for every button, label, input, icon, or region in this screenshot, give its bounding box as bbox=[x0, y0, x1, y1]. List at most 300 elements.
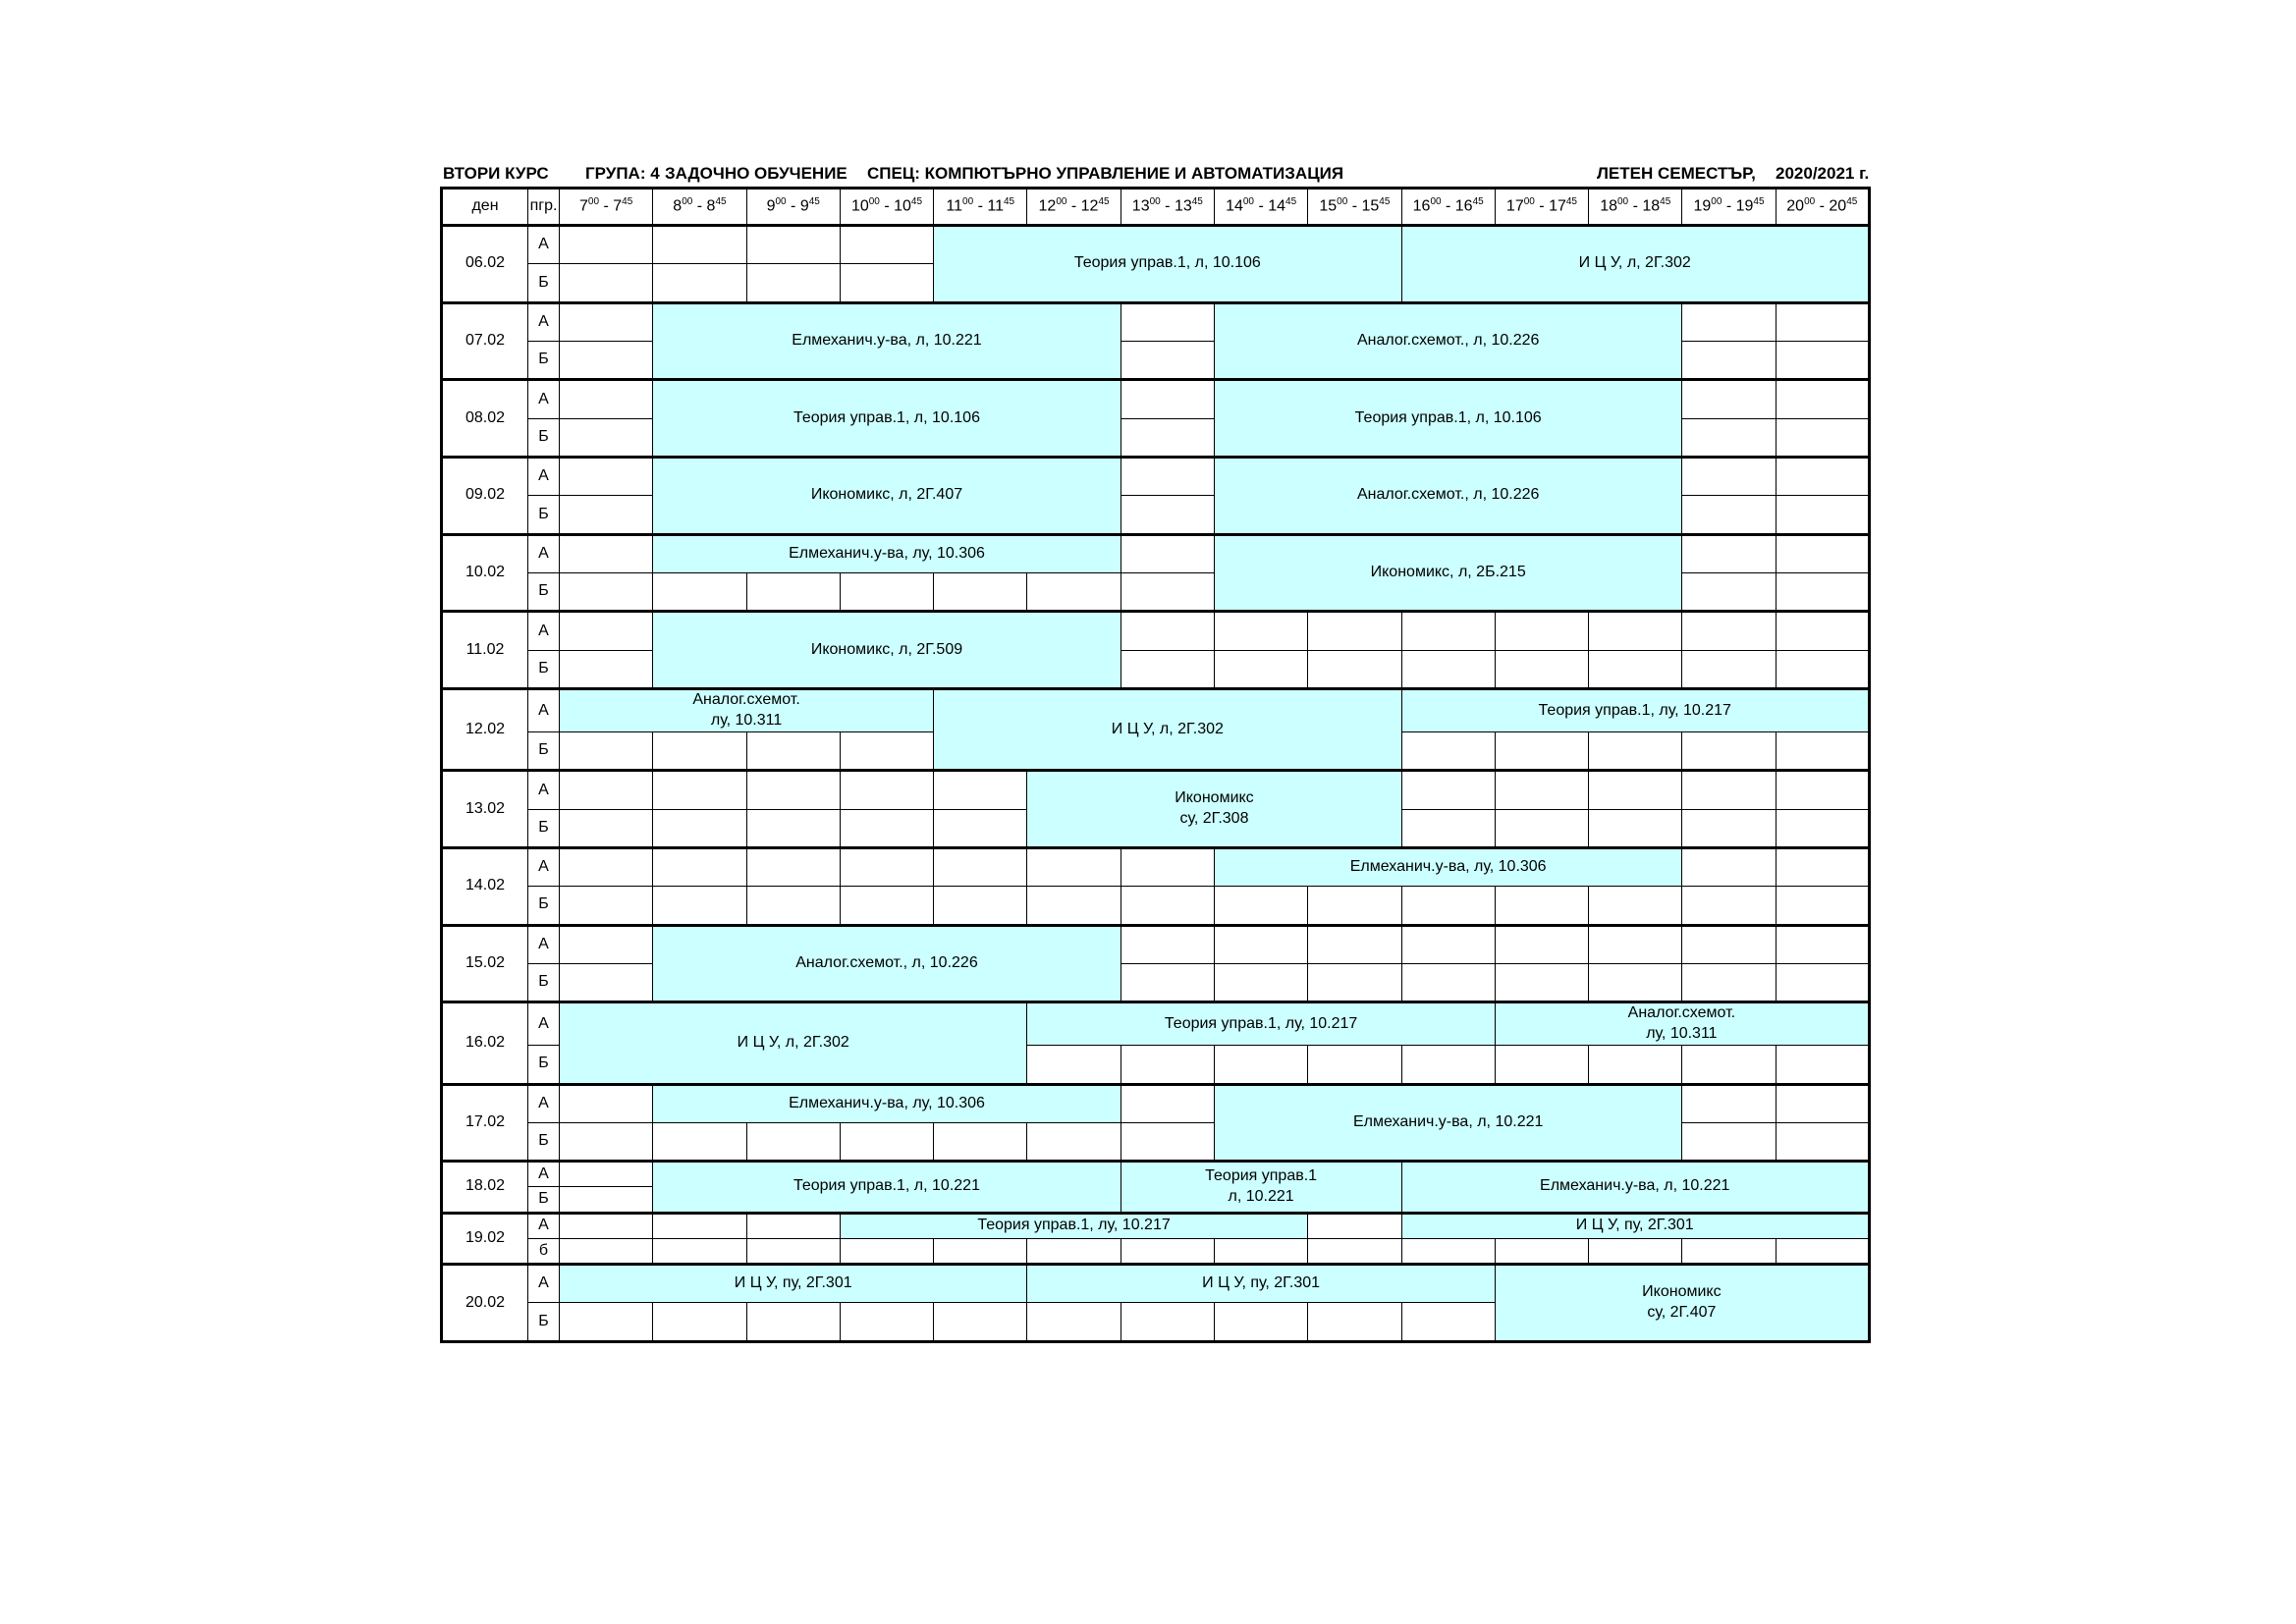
empty-slot bbox=[1308, 650, 1401, 688]
empty-slot bbox=[653, 226, 746, 264]
empty-slot bbox=[1589, 925, 1682, 963]
subgroup-a-label: А bbox=[528, 1084, 560, 1122]
empty-slot bbox=[1495, 731, 1588, 770]
empty-slot bbox=[653, 731, 746, 770]
empty-slot bbox=[1776, 534, 1869, 572]
empty-slot bbox=[1121, 380, 1214, 418]
empty-slot bbox=[1776, 380, 1869, 418]
subgroup-b-label: Б bbox=[528, 572, 560, 611]
empty-slot bbox=[1589, 1238, 1682, 1264]
subgroup-b-label: Б bbox=[528, 496, 560, 534]
day-date: 18.02 bbox=[442, 1162, 528, 1213]
empty-slot bbox=[840, 847, 933, 886]
subgroup-a-label: А bbox=[528, 380, 560, 418]
subgroup-b-label: Б bbox=[528, 418, 560, 457]
class-block: Теория управ.1 л, 10.221 bbox=[1121, 1162, 1401, 1213]
empty-slot bbox=[1776, 963, 1869, 1001]
study-mode-label: ЗАДОЧНО ОБУЧЕНИЕ bbox=[665, 164, 847, 183]
subgroup-b-label: Б bbox=[528, 1187, 560, 1213]
empty-slot bbox=[1776, 1084, 1869, 1122]
empty-slot bbox=[840, 1238, 933, 1264]
empty-slot bbox=[560, 226, 653, 264]
empty-slot bbox=[1589, 963, 1682, 1001]
empty-slot bbox=[1776, 887, 1869, 925]
class-block: Теория управ.1, л, 10.106 bbox=[653, 380, 1121, 458]
empty-slot bbox=[1401, 963, 1495, 1001]
class-block: Икономикс, л, 2Г.407 bbox=[653, 457, 1121, 534]
empty-slot bbox=[1214, 887, 1307, 925]
empty-slot bbox=[560, 341, 653, 379]
course-label: ВТОРИ КУРС bbox=[443, 164, 549, 183]
empty-slot bbox=[1121, 847, 1214, 886]
empty-slot bbox=[1776, 1122, 1869, 1161]
empty-slot bbox=[934, 1122, 1027, 1161]
empty-slot bbox=[1682, 496, 1776, 534]
empty-slot bbox=[1682, 887, 1776, 925]
day-row-a bbox=[442, 1213, 1870, 1238]
empty-slot bbox=[560, 264, 653, 302]
empty-slot bbox=[1401, 612, 1495, 650]
empty-slot bbox=[653, 771, 746, 809]
empty-slot bbox=[1682, 534, 1776, 572]
class-block: Теория управ.1, л, 10.106 bbox=[1214, 380, 1681, 458]
empty-slot bbox=[560, 771, 653, 809]
empty-slot bbox=[560, 1187, 653, 1213]
empty-slot bbox=[653, 809, 746, 847]
empty-slot bbox=[1027, 887, 1121, 925]
time-slot-header: $14^{00} - 14^{45}$ bbox=[1214, 189, 1307, 226]
empty-slot bbox=[1776, 302, 1869, 341]
empty-slot bbox=[1214, 1303, 1307, 1342]
empty-slot bbox=[934, 809, 1027, 847]
day-date: 10.02 bbox=[442, 534, 528, 612]
empty-slot bbox=[1027, 572, 1121, 611]
empty-slot bbox=[1121, 1303, 1214, 1342]
empty-slot bbox=[1121, 925, 1214, 963]
empty-slot bbox=[1682, 650, 1776, 688]
time-slot-header: $16^{00} - 16^{45}$ bbox=[1401, 189, 1495, 226]
empty-slot bbox=[1214, 1046, 1307, 1084]
empty-slot bbox=[653, 1213, 746, 1238]
day-date: 08.02 bbox=[442, 380, 528, 458]
day-date: 12.02 bbox=[442, 688, 528, 770]
day-row-b bbox=[442, 1238, 1870, 1264]
empty-slot bbox=[1776, 809, 1869, 847]
empty-slot bbox=[1682, 380, 1776, 418]
empty-slot bbox=[1214, 650, 1307, 688]
class-block: Елмеханич.у-ва, лу, 10.306 bbox=[653, 1084, 1121, 1122]
empty-slot bbox=[560, 731, 653, 770]
time-slot-header: $11^{00} - 11^{45}$ bbox=[934, 189, 1027, 226]
day-date: 13.02 bbox=[442, 771, 528, 848]
empty-slot bbox=[934, 1303, 1027, 1342]
empty-slot bbox=[1776, 925, 1869, 963]
empty-slot bbox=[934, 572, 1027, 611]
subgroup-a-label: А bbox=[528, 688, 560, 731]
empty-slot bbox=[560, 1122, 653, 1161]
empty-slot bbox=[840, 264, 933, 302]
empty-slot bbox=[1121, 887, 1214, 925]
day-row-a bbox=[442, 1084, 1870, 1122]
empty-slot bbox=[1027, 847, 1121, 886]
empty-slot bbox=[746, 264, 840, 302]
empty-slot bbox=[1682, 771, 1776, 809]
empty-slot bbox=[560, 380, 653, 418]
empty-slot bbox=[1589, 650, 1682, 688]
empty-slot bbox=[560, 809, 653, 847]
empty-slot bbox=[1682, 1046, 1776, 1084]
empty-slot bbox=[653, 572, 746, 611]
empty-slot bbox=[560, 496, 653, 534]
time-slot-header: $10^{00} - 10^{45}$ bbox=[840, 189, 933, 226]
empty-slot bbox=[1121, 650, 1214, 688]
day-date: 11.02 bbox=[442, 612, 528, 689]
class-block: Аналог.схемот. лу, 10.311 bbox=[560, 688, 934, 731]
empty-slot bbox=[653, 1238, 746, 1264]
subgroup-a-label: А bbox=[528, 302, 560, 341]
empty-slot bbox=[746, 1303, 840, 1342]
schedule-table-container bbox=[440, 187, 1868, 1343]
empty-slot bbox=[1308, 1238, 1401, 1264]
class-block: Икономикс су, 2Г.407 bbox=[1495, 1265, 1869, 1342]
empty-slot bbox=[746, 572, 840, 611]
empty-slot bbox=[1495, 887, 1588, 925]
semester-label: ЛЕТЕН СЕМЕСТЪР, bbox=[1597, 164, 1756, 183]
class-block: И Ц У, л, 2Г.302 bbox=[560, 1002, 1027, 1084]
day-date: 17.02 bbox=[442, 1084, 528, 1162]
empty-slot bbox=[746, 847, 840, 886]
empty-slot bbox=[1121, 1122, 1214, 1161]
subgroup-a-label: А bbox=[528, 226, 560, 264]
empty-slot bbox=[1214, 1238, 1307, 1264]
subgroup-a-label: А bbox=[528, 925, 560, 963]
day-row-a bbox=[442, 612, 1870, 650]
day-row-a bbox=[442, 771, 1870, 809]
class-block: Теория управ.1, лу, 10.217 bbox=[840, 1213, 1307, 1238]
empty-slot bbox=[1308, 1303, 1401, 1342]
class-block: Елмеханич.у-ва, л, 10.221 bbox=[1401, 1162, 1869, 1213]
day-row-a bbox=[442, 534, 1870, 572]
time-slot-header: $12^{00} - 12^{45}$ bbox=[1027, 189, 1121, 226]
empty-slot bbox=[1589, 1046, 1682, 1084]
empty-slot bbox=[1589, 731, 1682, 770]
class-block: Теория управ.1, л, 10.106 bbox=[934, 226, 1401, 303]
schedule-header bbox=[443, 161, 1871, 187]
empty-slot bbox=[1776, 496, 1869, 534]
empty-slot bbox=[560, 1162, 653, 1187]
empty-slot bbox=[560, 612, 653, 650]
empty-slot bbox=[1121, 496, 1214, 534]
empty-slot bbox=[1401, 1238, 1495, 1264]
day-date: 09.02 bbox=[442, 457, 528, 534]
day-row-a bbox=[442, 1002, 1870, 1046]
empty-slot bbox=[1401, 1303, 1495, 1342]
subgroup-b-label: Б bbox=[528, 650, 560, 688]
time-slot-header: $15^{00} - 15^{45}$ bbox=[1308, 189, 1401, 226]
empty-slot bbox=[1589, 612, 1682, 650]
group-label: ГРУПА: 4 bbox=[585, 164, 660, 183]
class-block: И Ц У, л, 2Г.302 bbox=[934, 688, 1401, 770]
subgroup-b-label: Б bbox=[528, 264, 560, 302]
empty-slot bbox=[560, 1084, 653, 1122]
class-block: Икономикс, л, 2Г.509 bbox=[653, 612, 1121, 689]
time-slot-header: $19^{00} - 19^{45}$ bbox=[1682, 189, 1776, 226]
day-row-a bbox=[442, 925, 1870, 963]
subgroup-b-label: Б bbox=[528, 809, 560, 847]
empty-slot bbox=[1401, 731, 1495, 770]
empty-slot bbox=[1682, 731, 1776, 770]
empty-slot bbox=[1776, 1238, 1869, 1264]
empty-slot bbox=[1308, 1213, 1401, 1238]
empty-slot bbox=[1308, 925, 1401, 963]
empty-slot bbox=[1308, 887, 1401, 925]
empty-slot bbox=[1121, 302, 1214, 341]
class-block: Елмеханич.у-ва, л, 10.221 bbox=[1214, 1084, 1681, 1162]
time-slot-header: $9^{00} - 9^{45}$ bbox=[746, 189, 840, 226]
empty-slot bbox=[1401, 771, 1495, 809]
empty-slot bbox=[746, 1213, 840, 1238]
day-row-a bbox=[442, 847, 1870, 886]
empty-slot bbox=[934, 1238, 1027, 1264]
empty-slot bbox=[1401, 809, 1495, 847]
empty-slot bbox=[1682, 1122, 1776, 1161]
subgroup-a-label: А bbox=[528, 847, 560, 886]
empty-slot bbox=[840, 1303, 933, 1342]
empty-slot bbox=[1308, 963, 1401, 1001]
time-slot-header-row bbox=[442, 189, 1870, 226]
class-block: Аналог.схемот. лу, 10.311 bbox=[1495, 1002, 1869, 1046]
empty-slot bbox=[1776, 612, 1869, 650]
empty-slot bbox=[1682, 925, 1776, 963]
empty-slot bbox=[746, 887, 840, 925]
empty-slot bbox=[1682, 1238, 1776, 1264]
empty-slot bbox=[1495, 1238, 1588, 1264]
empty-slot bbox=[1214, 612, 1307, 650]
empty-slot bbox=[934, 887, 1027, 925]
empty-slot bbox=[560, 925, 653, 963]
empty-slot bbox=[1682, 847, 1776, 886]
empty-slot bbox=[560, 650, 653, 688]
empty-slot bbox=[746, 1122, 840, 1161]
day-row-a bbox=[442, 226, 1870, 264]
empty-slot bbox=[1121, 418, 1214, 457]
empty-slot bbox=[840, 809, 933, 847]
subgroup-b-label: Б bbox=[528, 1046, 560, 1084]
day-date: 06.02 bbox=[442, 226, 528, 303]
empty-slot bbox=[1682, 341, 1776, 379]
empty-slot bbox=[560, 847, 653, 886]
empty-slot bbox=[1401, 1046, 1495, 1084]
empty-slot bbox=[746, 771, 840, 809]
empty-slot bbox=[840, 572, 933, 611]
empty-slot bbox=[1682, 302, 1776, 341]
empty-slot bbox=[1027, 1303, 1121, 1342]
day-row-a bbox=[442, 1265, 1870, 1303]
empty-slot bbox=[1401, 887, 1495, 925]
empty-slot bbox=[1776, 418, 1869, 457]
class-block: И Ц У, пу, 2Г.301 bbox=[560, 1265, 1027, 1303]
empty-slot bbox=[1121, 612, 1214, 650]
subgroup-a-label: А bbox=[528, 612, 560, 650]
empty-slot bbox=[653, 887, 746, 925]
empty-slot bbox=[560, 572, 653, 611]
empty-slot bbox=[840, 1122, 933, 1161]
empty-slot bbox=[746, 809, 840, 847]
empty-slot bbox=[840, 731, 933, 770]
empty-slot bbox=[1121, 963, 1214, 1001]
class-block: Елмеханич.у-ва, лу, 10.306 bbox=[1214, 847, 1681, 886]
day-row-b bbox=[442, 887, 1870, 925]
empty-slot bbox=[1682, 612, 1776, 650]
empty-slot bbox=[560, 1213, 653, 1238]
class-block: Аналог.схемот., л, 10.226 bbox=[1214, 457, 1681, 534]
empty-slot bbox=[1121, 1084, 1214, 1122]
empty-slot bbox=[934, 771, 1027, 809]
class-block: И Ц У, л, 2Г.302 bbox=[1401, 226, 1869, 303]
day-date: 16.02 bbox=[442, 1002, 528, 1084]
empty-slot bbox=[1027, 1238, 1121, 1264]
day-row-a bbox=[442, 457, 1870, 495]
schedule-table bbox=[440, 187, 1871, 1343]
empty-slot bbox=[1589, 887, 1682, 925]
subgroup-b-label: Б bbox=[528, 963, 560, 1001]
class-block: Теория управ.1, л, 10.221 bbox=[653, 1162, 1121, 1213]
empty-slot bbox=[1495, 925, 1588, 963]
subgroup-b-label: б bbox=[528, 1238, 560, 1264]
class-block: И Ц У, пу, 2Г.301 bbox=[1027, 1265, 1495, 1303]
empty-slot bbox=[560, 418, 653, 457]
empty-slot bbox=[1214, 963, 1307, 1001]
empty-slot bbox=[1682, 572, 1776, 611]
day-date: 14.02 bbox=[442, 847, 528, 925]
class-block: Икономикс су, 2Г.308 bbox=[1027, 771, 1401, 848]
empty-slot bbox=[746, 731, 840, 770]
academic-year-label: 2020/2021 г. bbox=[1776, 164, 1870, 183]
empty-slot bbox=[1121, 341, 1214, 379]
empty-slot bbox=[1495, 650, 1588, 688]
subgroup-a-label: А bbox=[528, 1162, 560, 1187]
empty-slot bbox=[560, 1238, 653, 1264]
empty-slot bbox=[653, 1122, 746, 1161]
empty-slot bbox=[1121, 457, 1214, 495]
time-slot-header: $17^{00} - 17^{45}$ bbox=[1495, 189, 1588, 226]
empty-slot bbox=[1682, 457, 1776, 495]
empty-slot bbox=[1776, 847, 1869, 886]
empty-slot bbox=[1589, 771, 1682, 809]
empty-slot bbox=[840, 887, 933, 925]
empty-slot bbox=[934, 847, 1027, 886]
empty-slot bbox=[560, 1303, 653, 1342]
empty-slot bbox=[1776, 771, 1869, 809]
class-block: Аналог.схемот., л, 10.226 bbox=[653, 925, 1121, 1002]
day-row-a bbox=[442, 302, 1870, 341]
class-block: И Ц У, пу, 2Г.301 bbox=[1401, 1213, 1869, 1238]
empty-slot bbox=[1682, 1084, 1776, 1122]
empty-slot bbox=[1214, 925, 1307, 963]
empty-slot bbox=[560, 534, 653, 572]
class-block: Икономикс, л, 2Б.215 bbox=[1214, 534, 1681, 612]
subgroup-b-label: Б bbox=[528, 341, 560, 379]
subgroup-b-label: Б bbox=[528, 887, 560, 925]
empty-slot bbox=[1495, 771, 1588, 809]
empty-slot bbox=[560, 887, 653, 925]
empty-slot bbox=[1308, 1046, 1401, 1084]
subgroup-a-label: А bbox=[528, 771, 560, 809]
empty-slot bbox=[1121, 1238, 1214, 1264]
empty-slot bbox=[1682, 809, 1776, 847]
empty-slot bbox=[1121, 1046, 1214, 1084]
time-slot-header: $20^{00} - 20^{45}$ bbox=[1776, 189, 1869, 226]
subgroup-a-label: А bbox=[528, 534, 560, 572]
subgroup-b-label: Б bbox=[528, 731, 560, 770]
day-date: 07.02 bbox=[442, 302, 528, 380]
class-block: Аналог.схемот., л, 10.226 bbox=[1214, 302, 1681, 380]
empty-slot bbox=[840, 226, 933, 264]
class-block: Теория управ.1, лу, 10.217 bbox=[1027, 1002, 1495, 1046]
empty-slot bbox=[1682, 418, 1776, 457]
empty-slot bbox=[1121, 572, 1214, 611]
empty-slot bbox=[1776, 572, 1869, 611]
day-column-header: ден bbox=[442, 189, 528, 226]
subgroup-b-label: Б bbox=[528, 1303, 560, 1342]
empty-slot bbox=[1776, 650, 1869, 688]
empty-slot bbox=[1401, 925, 1495, 963]
empty-slot bbox=[653, 847, 746, 886]
empty-slot bbox=[1589, 809, 1682, 847]
class-block: Теория управ.1, лу, 10.217 bbox=[1401, 688, 1869, 731]
empty-slot bbox=[1121, 534, 1214, 572]
empty-slot bbox=[1776, 1046, 1869, 1084]
class-block: Елмеханич.у-ва, лу, 10.306 bbox=[653, 534, 1121, 572]
empty-slot bbox=[840, 771, 933, 809]
day-row-a bbox=[442, 688, 1870, 731]
empty-slot bbox=[653, 1303, 746, 1342]
class-block: Елмеханич.у-ва, л, 10.221 bbox=[653, 302, 1121, 380]
empty-slot bbox=[1495, 1046, 1588, 1084]
empty-slot bbox=[1027, 1122, 1121, 1161]
day-row-a bbox=[442, 380, 1870, 418]
empty-slot bbox=[1682, 963, 1776, 1001]
empty-slot bbox=[1495, 809, 1588, 847]
empty-slot bbox=[746, 1238, 840, 1264]
empty-slot bbox=[560, 963, 653, 1001]
time-slot-header: $7^{00} - 7^{45}$ bbox=[560, 189, 653, 226]
empty-slot bbox=[653, 264, 746, 302]
day-date: 20.02 bbox=[442, 1265, 528, 1342]
day-row-a bbox=[442, 1162, 1870, 1187]
specialty-label: СПЕЦ: КОМПЮТЪРНО УПРАВЛЕНИЕ И АВТОМАТИЗАЦИЯ bbox=[867, 164, 1344, 183]
empty-slot bbox=[746, 226, 840, 264]
empty-slot bbox=[560, 302, 653, 341]
empty-slot bbox=[1401, 650, 1495, 688]
time-slot-header: $13^{00} - 13^{45}$ bbox=[1121, 189, 1214, 226]
empty-slot bbox=[1027, 1046, 1121, 1084]
empty-slot bbox=[560, 457, 653, 495]
empty-slot bbox=[1776, 457, 1869, 495]
subgroup-b-label: Б bbox=[528, 1122, 560, 1161]
day-date: 15.02 bbox=[442, 925, 528, 1002]
empty-slot bbox=[1776, 731, 1869, 770]
empty-slot bbox=[1495, 612, 1588, 650]
time-slot-header: $8^{00} - 8^{45}$ bbox=[653, 189, 746, 226]
time-slot-header: $18^{00} - 18^{45}$ bbox=[1589, 189, 1682, 226]
empty-slot bbox=[1776, 341, 1869, 379]
subgroup-column-header: пгр. bbox=[528, 189, 560, 226]
day-date: 19.02 bbox=[442, 1213, 528, 1264]
subgroup-a-label: А bbox=[528, 1002, 560, 1046]
subgroup-a-label: А bbox=[528, 1265, 560, 1303]
empty-slot bbox=[1495, 963, 1588, 1001]
